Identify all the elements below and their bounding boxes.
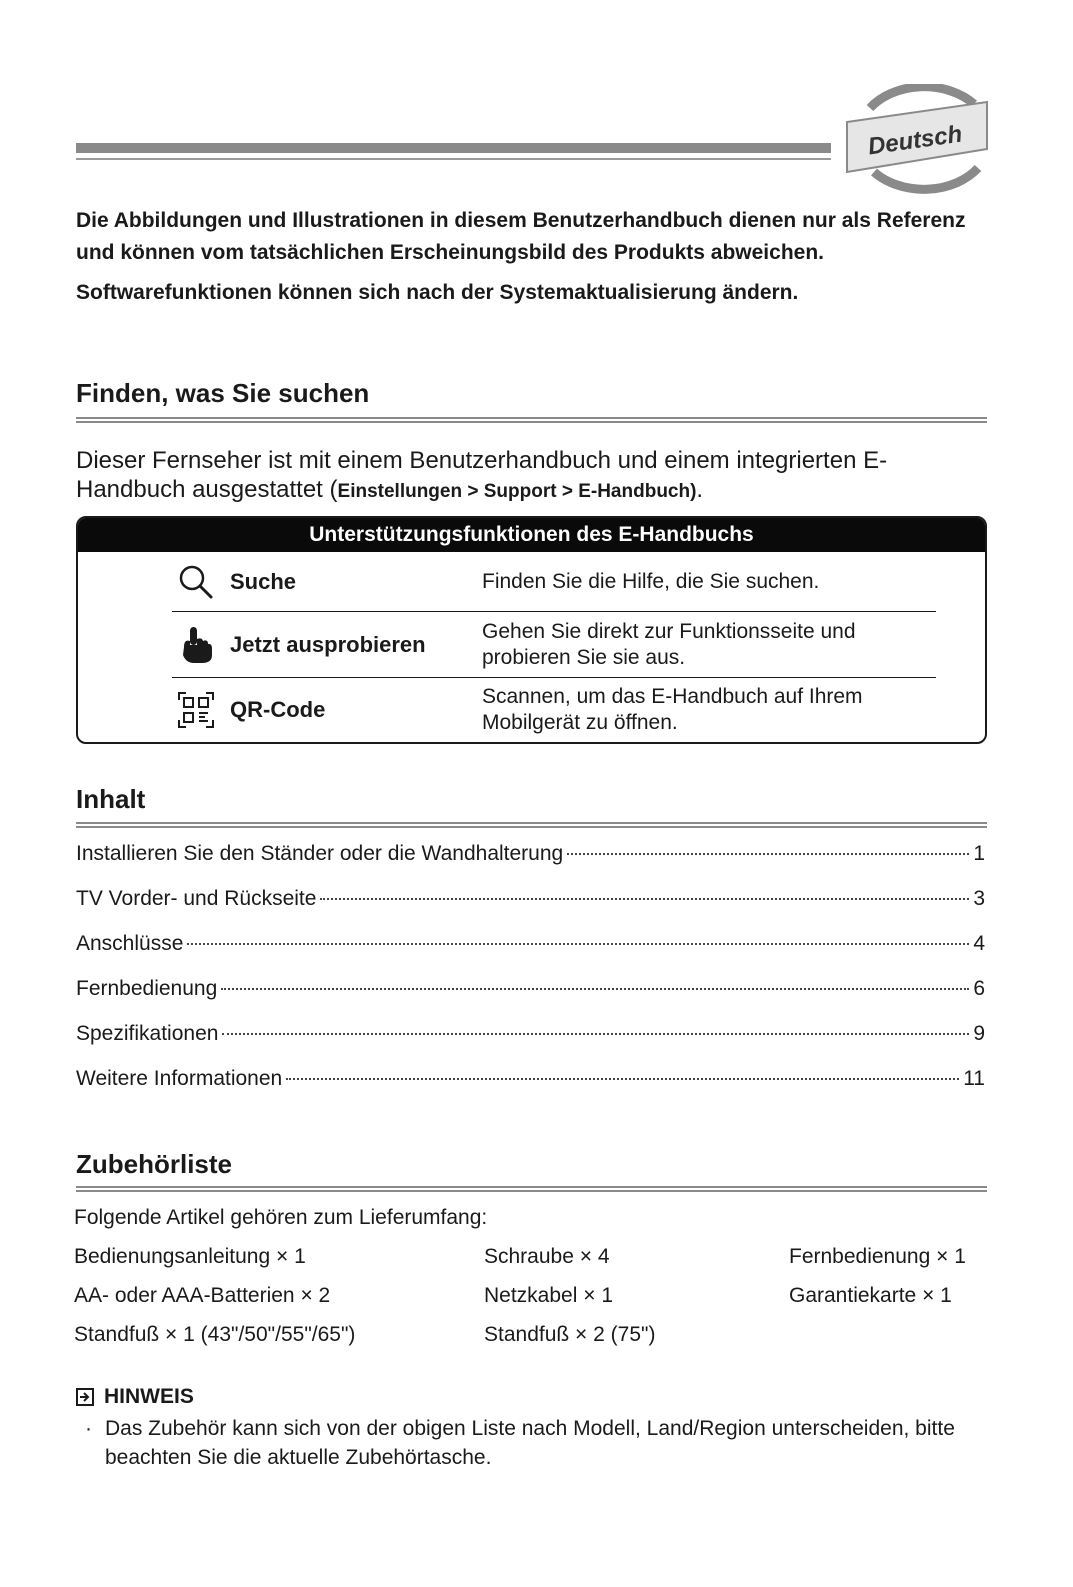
accessory-item: Garantiekarte × 1 [789,1284,952,1307]
toc-item-label: Anschlüsse [76,932,184,955]
note-title: HINWEIS [104,1385,194,1408]
toc-item-page: 1 [973,842,985,865]
accessory-item: AA- oder AAA-Batterien × 2 [74,1284,331,1307]
toc-item[interactable] [76,977,985,1022]
toc-item[interactable] [76,932,985,977]
accessory-item: Schraube × 4 [484,1245,610,1268]
toc-item-page: 4 [973,932,985,955]
toc-item-label: Spezifikationen [76,1022,219,1045]
accessory-item: Standfuß × 2 (75") [484,1323,656,1346]
section-rule [76,822,987,828]
note-bullet: · [85,1417,92,1440]
toc-item[interactable] [76,1022,985,1067]
toc-leader [221,988,969,990]
toc-item-label: TV Vorder- und Rückseite [76,887,317,910]
section-title-accessories: Zubehörliste [76,1149,233,1179]
toc-item-label: Installieren Sie den Ständer oder die Wandhalterung [76,842,564,865]
toc-item[interactable] [76,887,985,932]
toc-leader [320,898,969,900]
support-functions-table [76,516,987,744]
note-icon [76,1388,94,1406]
toc-item-page: 3 [973,887,985,910]
support-row-description: Scannen, um das E-Handbuch auf Ihrem Mobilgerät zu öffnen. [482,685,863,734]
section-title-toc: Inhalt [76,784,146,814]
qr-code-icon [172,690,220,730]
hand-pointer-icon [172,625,220,665]
menu-path: Einstellungen > Support > E-Handbuch) [337,481,697,502]
toc-leader [567,853,969,855]
toc-leader [187,943,969,945]
support-row-label: Suche [230,568,297,594]
support-row-qr-code [172,678,936,742]
accessory-item: Standfuß × 1 (43"/50"/55"/65") [74,1323,356,1346]
header-bar [76,143,831,153]
support-row-label: Jetzt ausprobieren [230,631,426,657]
note-text: Das Zubehör kann sich von der obigen Liste nach Modell, Land/Region unterscheiden, bitte beachten Sie die aktuelle Zubehörtasche. [105,1417,955,1469]
toc-item-page: 6 [973,977,985,1000]
toc-item-label: Weitere Informationen [76,1067,283,1090]
section-title-find: Finden, was Sie suchen [76,378,370,408]
support-row-try-now [172,612,936,678]
table-of-contents [76,842,985,1112]
section-rule [76,417,987,423]
toc-item[interactable] [76,1067,985,1112]
toc-item-page: 9 [973,1022,985,1045]
language-badge-label: Deutsch [866,120,964,161]
intro-paragraph-2: Softwarefunktionen können sich nach der Systemaktualisierung ändern. [76,281,799,304]
search-icon [172,562,220,602]
note-body [85,1414,995,1472]
toc-item-label: Fernbedienung [76,977,218,1000]
toc-leader [222,1033,969,1035]
toc-item[interactable] [76,842,985,887]
accessories-intro: Folgende Artikel gehören zum Lieferumfang: [74,1206,488,1229]
support-row-description: Finden Sie die Hilfe, die Sie suchen. [482,569,820,593]
support-table-header: Unterstützungsfunktionen des E-Handbuchs [78,518,985,552]
find-text: Dieser Fernseher ist mit einem Benutzerhandbuch und einem integrierten E-Handbuch ausgestattet ( [76,447,888,503]
support-row-label: QR-Code [230,697,326,722]
language-badge [842,84,1002,194]
toc-item-page: 11 [963,1067,985,1090]
intro-notice [76,205,976,309]
toc-leader [286,1078,959,1080]
find-text-end: . [696,476,704,503]
find-description [76,446,986,506]
support-row-search [172,552,936,612]
header-bar-thin [76,158,831,160]
section-rule [76,1186,987,1192]
support-row-description: Gehen Sie direkt zur Funktionsseite und probieren Sie sie aus. [482,619,856,669]
note-heading [76,1385,194,1409]
accessory-item: Fernbedienung × 1 [789,1245,966,1268]
accessory-item: Netzkabel × 1 [484,1284,613,1307]
accessory-item: Bedienungsanleitung × 1 [74,1245,306,1268]
intro-paragraph-1: Die Abbildungen und Illustrationen in diesem Benutzerhandbuch dienen nur als Referenz und können vom tatsächlichen Erscheinungsbild des Produkts abweichen. [76,209,966,264]
